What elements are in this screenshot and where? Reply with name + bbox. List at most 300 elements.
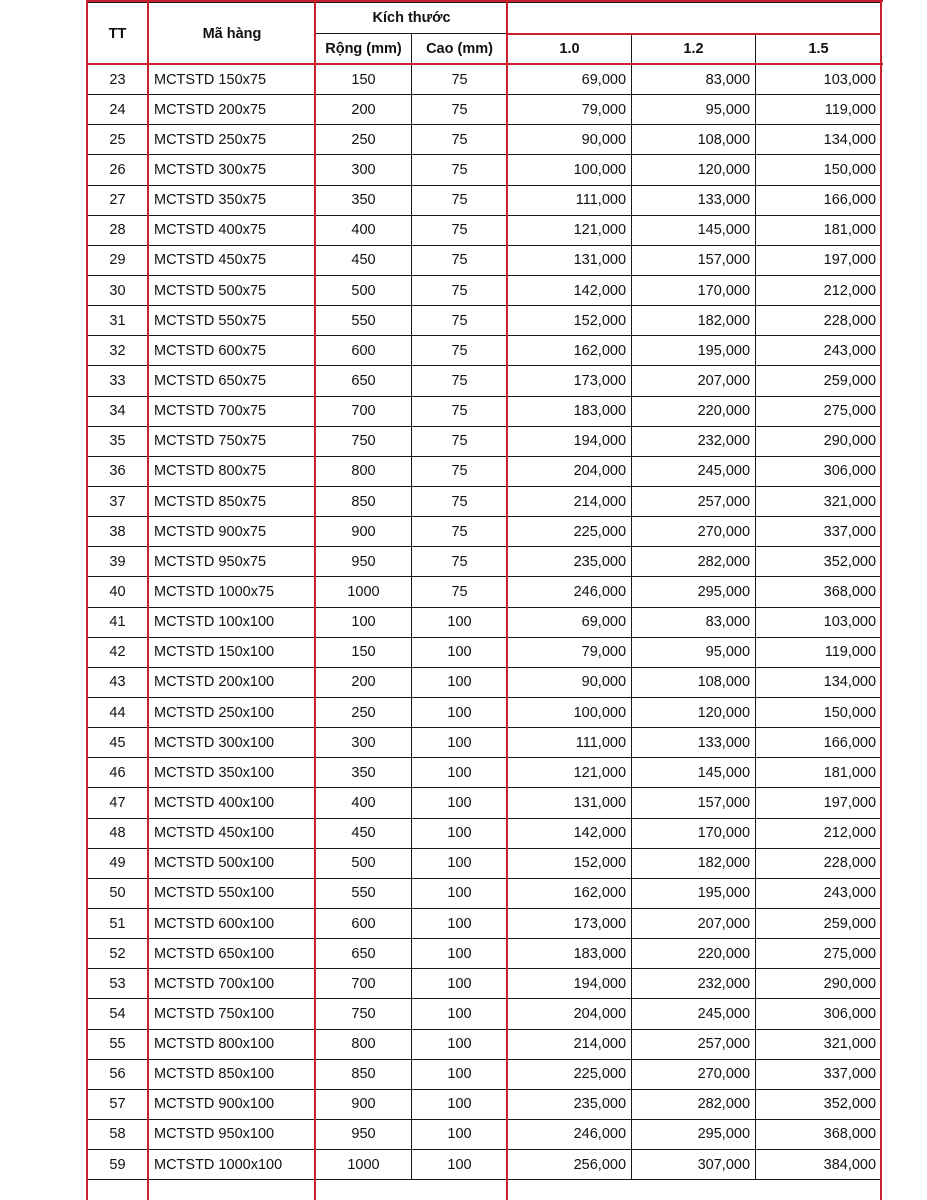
cell-width: 650 (316, 366, 412, 396)
cell-tt: 43 (87, 667, 149, 697)
cell-price-1-5: 212,000 (756, 275, 882, 305)
cell-height: 100 (412, 637, 508, 667)
cell-price-1-5: 181,000 (756, 215, 882, 245)
cell-height: 100 (412, 728, 508, 758)
cell-price-1-2: 232,000 (632, 969, 756, 999)
cell-price-1-0: 90,000 (508, 125, 632, 155)
cell-height: 100 (412, 758, 508, 788)
cell-tt: 40 (87, 577, 149, 607)
table-row (87, 697, 882, 727)
cell-code: MCTSTD 550x100 (149, 878, 316, 908)
cell-tt: 34 (87, 396, 149, 426)
cell-price-1-5: 275,000 (756, 939, 882, 969)
table-row (87, 1119, 882, 1149)
cell-width: 600 (316, 336, 412, 366)
table-row (87, 517, 882, 547)
cell-price-1-5: 150,000 (756, 155, 882, 185)
cell-width: 850 (316, 486, 412, 516)
table-row (87, 396, 882, 426)
cell-price-1-5: 275,000 (756, 396, 882, 426)
cell-price-1-2: 282,000 (632, 1089, 756, 1119)
cell-height: 100 (412, 667, 508, 697)
cell-price-1-5: 368,000 (756, 1119, 882, 1149)
table-row (87, 788, 882, 818)
cell-price-1-5: 321,000 (756, 486, 882, 516)
table-row (87, 728, 882, 758)
cell-tt: 55 (87, 1029, 149, 1059)
cell-width: 550 (316, 306, 412, 336)
cell-code: MCTSTD 900x75 (149, 517, 316, 547)
cell-price-1-0: 214,000 (508, 1029, 632, 1059)
cell-code: MCTSTD 850x100 (149, 1059, 316, 1089)
table-row (87, 275, 882, 305)
table-row (87, 999, 882, 1029)
table-row (87, 637, 882, 667)
cell-tt: 52 (87, 939, 149, 969)
cell-height: 100 (412, 1150, 508, 1180)
cell-price-1-0: 204,000 (508, 999, 632, 1029)
cell-width: 400 (316, 215, 412, 245)
cell-tt: 56 (87, 1059, 149, 1089)
cell-code: MCTSTD 300x100 (149, 728, 316, 758)
frame-line-header-bottom (86, 63, 883, 65)
cell-tt: 54 (87, 999, 149, 1029)
header-thickness-2: 1.2 (632, 34, 756, 65)
cell-tt: 32 (87, 336, 149, 366)
cell-height: 100 (412, 788, 508, 818)
table-row (87, 1029, 882, 1059)
cell-width: 800 (316, 456, 412, 486)
cell-price-1-2: 270,000 (632, 517, 756, 547)
cell-tt: 27 (87, 185, 149, 215)
cell-tt: 53 (87, 969, 149, 999)
table-row (87, 95, 882, 125)
table-row (87, 456, 882, 486)
cell-price-1-5: 243,000 (756, 878, 882, 908)
cell-price-1-2: 170,000 (632, 275, 756, 305)
cell-price-1-5: 197,000 (756, 245, 882, 275)
table-row (87, 125, 882, 155)
cell-price-1-2: 207,000 (632, 908, 756, 938)
cell-tt: 57 (87, 1089, 149, 1119)
cell-height: 75 (412, 456, 508, 486)
cell-price-1-2: 120,000 (632, 155, 756, 185)
cell-price-1-2: 157,000 (632, 245, 756, 275)
cell-price-1-0: 79,000 (508, 637, 632, 667)
cell-width: 150 (316, 65, 412, 95)
cell-price-1-5: 119,000 (756, 637, 882, 667)
cell-code: MCTSTD 400x100 (149, 788, 316, 818)
cell-tt: 42 (87, 637, 149, 667)
cell-code: MCTSTD 300x75 (149, 155, 316, 185)
cell-width: 150 (316, 637, 412, 667)
cell-code: MCTSTD 250x100 (149, 697, 316, 727)
cell-code: MCTSTD 900x100 (149, 1089, 316, 1119)
cell-code: MCTSTD 500x75 (149, 275, 316, 305)
cell-price-1-2: 207,000 (632, 366, 756, 396)
table-row (87, 607, 882, 637)
cell-price-1-2: 220,000 (632, 939, 756, 969)
cell-price-1-0: 131,000 (508, 788, 632, 818)
cell-price-1-2: 232,000 (632, 426, 756, 456)
cell-width: 750 (316, 426, 412, 456)
cell-price-1-5: 384,000 (756, 1150, 882, 1180)
frame-line-right (880, 0, 882, 1200)
cell-price-1-2: 108,000 (632, 667, 756, 697)
cell-price-1-0: 131,000 (508, 245, 632, 275)
cell-height: 75 (412, 215, 508, 245)
cell-width: 500 (316, 848, 412, 878)
cell-code: MCTSTD 400x75 (149, 215, 316, 245)
cell-price-1-5: 166,000 (756, 185, 882, 215)
cell-width: 350 (316, 185, 412, 215)
cell-tt: 31 (87, 306, 149, 336)
cell-code: MCTSTD 200x75 (149, 95, 316, 125)
table-row (87, 667, 882, 697)
cell-width: 200 (316, 95, 412, 125)
table-row (87, 306, 882, 336)
cell-tt: 38 (87, 517, 149, 547)
cell-tt: 37 (87, 486, 149, 516)
cell-price-1-5: 166,000 (756, 728, 882, 758)
cell-height: 100 (412, 969, 508, 999)
cell-price-1-0: 225,000 (508, 517, 632, 547)
cell-price-1-0: 246,000 (508, 1119, 632, 1149)
cell-price-1-0: 173,000 (508, 366, 632, 396)
cell-code: MCTSTD 950x75 (149, 547, 316, 577)
cell-price-1-2: 95,000 (632, 637, 756, 667)
cell-price-1-5: 259,000 (756, 908, 882, 938)
cell-code: MCTSTD 150x75 (149, 65, 316, 95)
cell-height: 75 (412, 396, 508, 426)
table-row (87, 848, 882, 878)
cell-price-1-0: 162,000 (508, 878, 632, 908)
cell-tt: 45 (87, 728, 149, 758)
cell-code: MCTSTD 600x75 (149, 336, 316, 366)
cell-price-1-2: 257,000 (632, 486, 756, 516)
cell-width: 750 (316, 999, 412, 1029)
cell-price-1-2: 220,000 (632, 396, 756, 426)
cell-code: MCTSTD 100x100 (149, 607, 316, 637)
cell-height: 100 (412, 848, 508, 878)
cell-price-1-2: 120,000 (632, 697, 756, 727)
cell-code: MCTSTD 800x75 (149, 456, 316, 486)
cell-price-1-5: 259,000 (756, 366, 882, 396)
cell-width: 900 (316, 517, 412, 547)
table-row (87, 878, 882, 908)
cell-tt: 35 (87, 426, 149, 456)
table-row (87, 65, 882, 95)
cell-price-1-2: 270,000 (632, 1059, 756, 1089)
table-row (87, 818, 882, 848)
cell-height: 100 (412, 939, 508, 969)
cell-height: 100 (412, 697, 508, 727)
cell-price-1-5: 150,000 (756, 697, 882, 727)
cell-code: MCTSTD 350x100 (149, 758, 316, 788)
cell-price-1-2: 307,000 (632, 1150, 756, 1180)
cell-height: 100 (412, 1059, 508, 1089)
cell-price-1-5: 352,000 (756, 1089, 882, 1119)
cell-height: 75 (412, 336, 508, 366)
cell-width: 800 (316, 1029, 412, 1059)
cell-height: 100 (412, 999, 508, 1029)
cell-price-1-0: 162,000 (508, 336, 632, 366)
cell-height: 75 (412, 366, 508, 396)
table-row (87, 215, 882, 245)
cell-tt: 24 (87, 95, 149, 125)
cell-price-1-0: 111,000 (508, 728, 632, 758)
cell-code: MCTSTD 1000x75 (149, 577, 316, 607)
table-row (87, 426, 882, 456)
cell-width: 600 (316, 908, 412, 938)
cell-tt: 30 (87, 275, 149, 305)
table-row (87, 577, 882, 607)
cell-price-1-2: 145,000 (632, 758, 756, 788)
cell-price-1-5: 321,000 (756, 1029, 882, 1059)
cell-price-1-0: 111,000 (508, 185, 632, 215)
table-row (87, 1150, 882, 1180)
cell-price-1-0: 121,000 (508, 215, 632, 245)
cell-price-1-5: 212,000 (756, 818, 882, 848)
cell-height: 75 (412, 306, 508, 336)
cell-tt: 29 (87, 245, 149, 275)
cell-height: 75 (412, 577, 508, 607)
table-row (87, 336, 882, 366)
cell-width: 300 (316, 728, 412, 758)
cell-price-1-2: 170,000 (632, 818, 756, 848)
cell-price-1-5: 197,000 (756, 788, 882, 818)
header-width: Rộng (mm) (316, 34, 412, 65)
cell-tt: 25 (87, 125, 149, 155)
cell-width: 550 (316, 878, 412, 908)
cell-price-1-0: 173,000 (508, 908, 632, 938)
cell-price-1-2: 182,000 (632, 306, 756, 336)
header-row-1 (87, 3, 882, 34)
cell-price-1-5: 306,000 (756, 999, 882, 1029)
cell-width: 300 (316, 155, 412, 185)
cell-height: 75 (412, 155, 508, 185)
cell-width: 700 (316, 969, 412, 999)
cell-height: 75 (412, 185, 508, 215)
cell-price-1-5: 103,000 (756, 607, 882, 637)
cell-price-1-2: 257,000 (632, 1029, 756, 1059)
cell-height: 75 (412, 245, 508, 275)
cell-price-1-0: 194,000 (508, 969, 632, 999)
cell-price-1-5: 228,000 (756, 306, 882, 336)
table-row (87, 908, 882, 938)
table-row (87, 939, 882, 969)
cell-price-1-5: 337,000 (756, 1059, 882, 1089)
cell-code: MCTSTD 750x100 (149, 999, 316, 1029)
table-row (87, 486, 882, 516)
cell-width: 900 (316, 1089, 412, 1119)
table-row (87, 758, 882, 788)
cell-height: 75 (412, 65, 508, 95)
cell-width: 200 (316, 667, 412, 697)
cell-price-1-2: 182,000 (632, 848, 756, 878)
cell-height: 75 (412, 426, 508, 456)
cell-price-1-5: 290,000 (756, 426, 882, 456)
cell-height: 75 (412, 275, 508, 305)
cell-price-1-0: 100,000 (508, 155, 632, 185)
cell-height: 75 (412, 517, 508, 547)
table-row (87, 155, 882, 185)
cell-height: 75 (412, 486, 508, 516)
cell-height: 100 (412, 1119, 508, 1149)
table-body (87, 65, 882, 1180)
cell-code: MCTSTD 450x100 (149, 818, 316, 848)
cell-price-1-2: 95,000 (632, 95, 756, 125)
cell-width: 650 (316, 939, 412, 969)
cell-height: 100 (412, 607, 508, 637)
cell-width: 950 (316, 547, 412, 577)
cell-price-1-2: 195,000 (632, 878, 756, 908)
cell-price-1-0: 152,000 (508, 848, 632, 878)
header-tt: TT (87, 3, 149, 65)
cell-tt: 44 (87, 697, 149, 727)
table-row (87, 547, 882, 577)
cell-tt: 39 (87, 547, 149, 577)
cell-price-1-0: 235,000 (508, 547, 632, 577)
cell-code: MCTSTD 950x100 (149, 1119, 316, 1149)
cell-price-1-5: 243,000 (756, 336, 882, 366)
cell-price-1-0: 214,000 (508, 486, 632, 516)
cell-code: MCTSTD 350x75 (149, 185, 316, 215)
cell-price-1-2: 83,000 (632, 607, 756, 637)
cell-price-1-5: 290,000 (756, 969, 882, 999)
cell-height: 75 (412, 125, 508, 155)
cell-height: 75 (412, 547, 508, 577)
cell-price-1-5: 134,000 (756, 667, 882, 697)
cell-tt: 23 (87, 65, 149, 95)
cell-width: 850 (316, 1059, 412, 1089)
cell-price-1-0: 142,000 (508, 275, 632, 305)
cell-width: 250 (316, 125, 412, 155)
cell-price-1-5: 119,000 (756, 95, 882, 125)
cell-height: 100 (412, 818, 508, 848)
frame-line-header-mid (506, 33, 882, 35)
cell-height: 75 (412, 95, 508, 125)
cell-price-1-5: 352,000 (756, 547, 882, 577)
cell-price-1-2: 133,000 (632, 185, 756, 215)
cell-width: 450 (316, 245, 412, 275)
cell-price-1-2: 245,000 (632, 999, 756, 1029)
cell-code: MCTSTD 450x75 (149, 245, 316, 275)
table-row (87, 1089, 882, 1119)
cell-height: 100 (412, 908, 508, 938)
cell-price-1-0: 183,000 (508, 939, 632, 969)
cell-code: MCTSTD 500x100 (149, 848, 316, 878)
table-row (87, 185, 882, 215)
cell-code: MCTSTD 550x75 (149, 306, 316, 336)
cell-price-1-2: 157,000 (632, 788, 756, 818)
cell-price-1-0: 121,000 (508, 758, 632, 788)
cell-tt: 36 (87, 456, 149, 486)
cell-tt: 59 (87, 1150, 149, 1180)
cell-price-1-5: 337,000 (756, 517, 882, 547)
cell-price-1-0: 100,000 (508, 697, 632, 727)
cell-price-1-2: 282,000 (632, 547, 756, 577)
cell-price-1-2: 83,000 (632, 65, 756, 95)
cell-code: MCTSTD 1000x100 (149, 1150, 316, 1180)
cell-tt: 51 (87, 908, 149, 938)
cell-width: 100 (316, 607, 412, 637)
header-height: Cao (mm) (412, 34, 508, 65)
cell-price-1-0: 90,000 (508, 667, 632, 697)
cell-price-1-0: 69,000 (508, 65, 632, 95)
header-thickness-3: 1.5 (756, 34, 882, 65)
cell-price-1-5: 368,000 (756, 577, 882, 607)
cell-price-1-0: 246,000 (508, 577, 632, 607)
cell-tt: 46 (87, 758, 149, 788)
cell-price-1-0: 142,000 (508, 818, 632, 848)
cell-price-1-0: 225,000 (508, 1059, 632, 1089)
cell-price-1-0: 152,000 (508, 306, 632, 336)
cell-price-1-0: 69,000 (508, 607, 632, 637)
cell-price-1-2: 245,000 (632, 456, 756, 486)
cell-code: MCTSTD 650x75 (149, 366, 316, 396)
cell-code: MCTSTD 600x100 (149, 908, 316, 938)
cell-tt: 28 (87, 215, 149, 245)
cell-price-1-5: 134,000 (756, 125, 882, 155)
cell-price-1-5: 228,000 (756, 848, 882, 878)
frame-line-top (86, 0, 883, 2)
cell-price-1-0: 194,000 (508, 426, 632, 456)
header-size-group: Kích thước (316, 3, 508, 34)
frame-line-col4 (506, 0, 508, 1200)
cell-price-1-2: 195,000 (632, 336, 756, 366)
table-row (87, 366, 882, 396)
cell-price-1-2: 295,000 (632, 577, 756, 607)
cell-code: MCTSTD 200x100 (149, 667, 316, 697)
frame-line-left (86, 0, 88, 1200)
price-table (86, 2, 882, 1180)
header-thickness-group (508, 3, 882, 34)
cell-height: 100 (412, 1089, 508, 1119)
cell-price-1-2: 108,000 (632, 125, 756, 155)
cell-code: MCTSTD 150x100 (149, 637, 316, 667)
cell-price-1-0: 79,000 (508, 95, 632, 125)
table-row (87, 245, 882, 275)
cell-code: MCTSTD 700x100 (149, 969, 316, 999)
cell-price-1-2: 145,000 (632, 215, 756, 245)
table-row (87, 969, 882, 999)
cell-width: 500 (316, 275, 412, 305)
cell-price-1-5: 306,000 (756, 456, 882, 486)
table-row (87, 1059, 882, 1089)
cell-price-1-2: 133,000 (632, 728, 756, 758)
cell-code: MCTSTD 650x100 (149, 939, 316, 969)
cell-price-1-5: 103,000 (756, 65, 882, 95)
cell-price-1-0: 183,000 (508, 396, 632, 426)
cell-tt: 47 (87, 788, 149, 818)
cell-width: 1000 (316, 1150, 412, 1180)
cell-height: 100 (412, 1029, 508, 1059)
cell-width: 1000 (316, 577, 412, 607)
cell-price-1-0: 204,000 (508, 456, 632, 486)
cell-price-1-2: 295,000 (632, 1119, 756, 1149)
header-code: Mã hàng (149, 3, 316, 65)
cell-code: MCTSTD 850x75 (149, 486, 316, 516)
cell-width: 700 (316, 396, 412, 426)
cell-price-1-5: 181,000 (756, 758, 882, 788)
cell-price-1-0: 256,000 (508, 1150, 632, 1180)
cell-tt: 41 (87, 607, 149, 637)
frame-line-col2 (314, 0, 316, 1200)
cell-tt: 48 (87, 818, 149, 848)
frame-line-col1 (147, 0, 149, 1200)
cell-tt: 33 (87, 366, 149, 396)
